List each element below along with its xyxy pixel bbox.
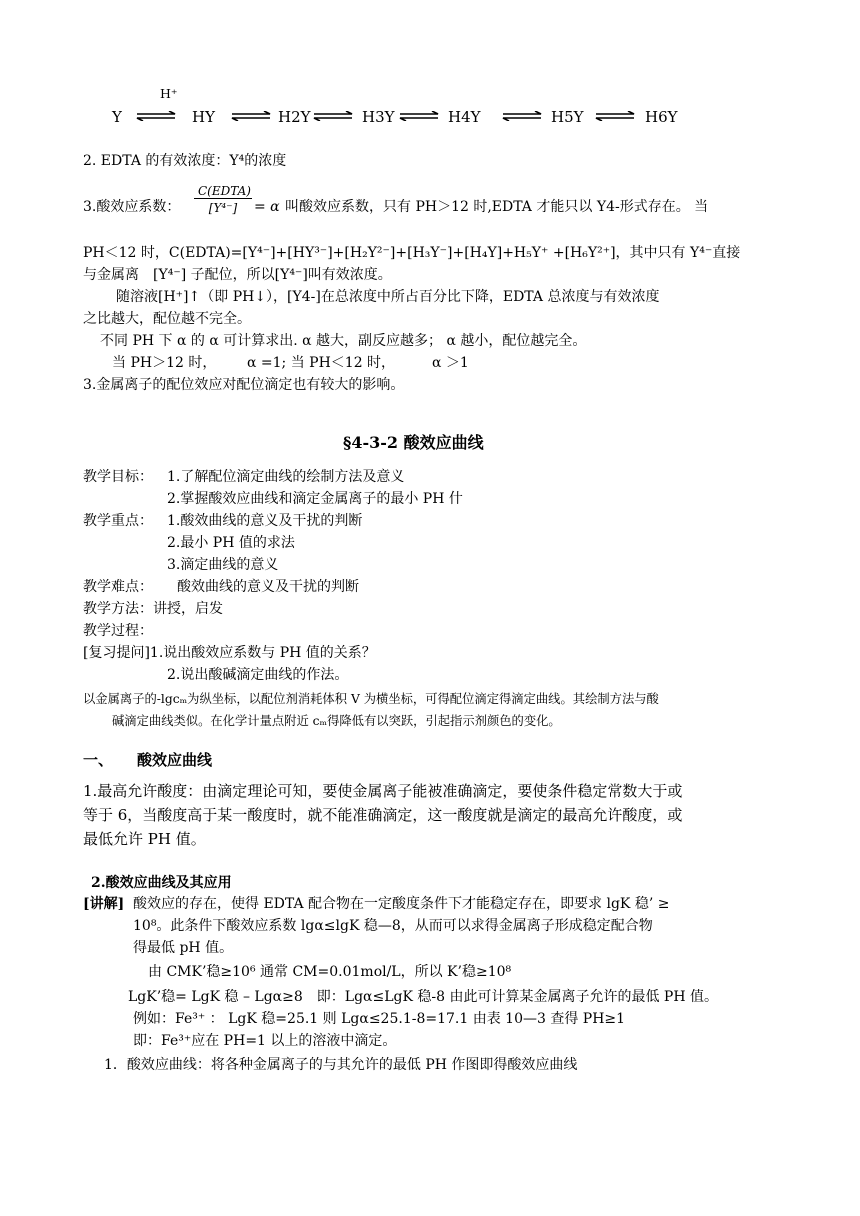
curve-application-heading: 2.酸效应曲线及其应用 [91,875,232,891]
alpha-condition-b: α =1; 当 PH＜12 时， [247,355,396,371]
acid-effect-definition: 叫酸效应系数，只有 PH＞12 时,EDTA 才能只以 Y4-形式存在。 当 [285,199,709,215]
acid-effect-curve-definition: 1．酸效应曲线：将各种金属离子的与其允许的最低 PH 作图即得酸效应曲线 [104,1057,578,1073]
max-acidity-para-2: 等于 6，当酸度高于某一酸度时，就不能准确滴定，这一酸度就是滴定的最高允许酸度，或 [83,806,683,824]
acid-effect-coefficient-prefix: 3.酸效应系数： [83,199,181,215]
total-concentration-line: PH＜12 时，C(EDTA)=[Y⁴⁻]+[HY³⁻]+[H₂Y²⁻]+[H₃Y⁻]+[H₄Y]+H₅Y⁺ +[H₆Y²⁺]，其中只有 Y⁴⁻直接 [83,245,741,261]
difficulty-label: 教学难点： [83,579,153,595]
teaching-method: 教学方法：讲授，启发 [83,601,223,617]
alpha-condition-c: α ＞1 [432,355,469,371]
species-y: Y [112,108,122,126]
fraction-denominator: [Y⁴⁻] [208,201,238,215]
hplus-effect-line-cont: 之比越大，配位越不完全。 [83,311,251,327]
lecture-label: [讲解] [83,896,125,912]
species-h3y: H3Y [362,108,395,126]
lecture-line-2: 10⁸。此条件下酸效应系数 lgα≤lgK 稳—8，从而可以求得金属离子形成稳定配合物 [133,918,653,934]
focus-item-2: 2.最小 PH 值的求法 [167,535,295,551]
alpha-calc-line: 不同 PH 下 α 的 α 可计算求出. α 越大，副反应越多； α 越小，配位越完全。 [100,333,587,349]
titration-curve-intro: 以金属离子的-lgcₘ为纵坐标，以配位剂消耗体积 V 为横坐标，可得配位滴定得滴定曲线。其绘制方法与酸 [83,692,659,706]
alpha-equals: = α [254,199,280,215]
effective-concentration-line: 2. EDTA 的有效浓度：Y⁴的浓度 [83,153,287,169]
goal-label: 教学目标： [83,469,153,485]
equilibrium-arrow-icon [398,111,440,121]
goal-item-1: 1.了解配位滴定曲线的绘制方法及意义 [167,469,405,485]
effective-concentration-note: 与金属离 [Y⁴⁻] 子配位，所以[Y⁴⁻]叫有效浓度。 [83,267,392,283]
lecture-line-4: 由 CMK’稳≥10⁶ 通常 CM=0.01mol/L，所以 K’稳≥10⁸ [148,964,512,980]
equilibrium-arrow-icon [230,111,272,121]
focus-item-1: 1.酸效曲线的意义及干扰的判断 [167,513,363,529]
section-title: §4-3-2 酸效应曲线 [343,433,484,452]
species-h4y: H4Y [448,108,481,126]
equilibrium-arrow-icon [501,111,543,121]
species-hy: HY [192,108,215,126]
equilibrium-arrow-icon [312,111,354,121]
lecture-line-1: 酸效应的存在，使得 EDTA 配合物在一定酸度条件下才能稳定存在，即要求 lgK 稳’ ≥ [133,896,670,912]
equilibrium-arrow-icon [594,111,636,121]
fraction-numerator: C(EDTA) [194,184,252,199]
part1-heading: 酸效应曲线 [137,751,213,769]
focus-label: 教学重点： [83,513,153,529]
titration-curve-intro-cont: 碱滴定曲线类似。在化学计量点附近 cₘ得降低有以突跃，引起指示剂颜色的变化。 [112,714,561,728]
goal-item-2: 2.掌握酸效应曲线和滴定金属离子的最小 PH 什 [167,491,463,507]
max-acidity-para-1: 1.最高允许酸度：由滴定理论可知，要使金属离子能被准确滴定，要使条件稳定常数大于或 [83,782,683,800]
focus-item-3: 3.滴定曲线的意义 [167,557,279,573]
species-h5y: H5Y [551,108,584,126]
lecture-example-conclusion: 即：Fe³⁺应在 PH=1 以上的溶液中滴定。 [133,1033,397,1049]
alpha-condition-a: 当 PH＞12 时， [112,355,217,371]
metal-coordination-effect: 3.金属离子的配位效应对配位滴定也有较大的影响。 [83,377,405,393]
acid-effect-fraction [194,184,252,215]
review-question-1: [复习提问]1.说出酸效应系数与 PH 值的关系？ [83,645,376,661]
equilibrium-arrow-icon [135,111,177,121]
max-acidity-para-3: 最低允许 PH 值。 [83,830,206,848]
teaching-process: 教学过程： [83,623,153,639]
lecture-example-line: 例如：Fe³⁺ ： LgK 稳=25.1 则 Lgα≤25.1-8=17.1 由表 10—3 查得 PH≥1 [133,1011,626,1027]
difficulty-item-1: 酸效曲线的意义及干扰的判断 [177,579,359,595]
h-plus-label: H⁺ [160,86,178,101]
species-h2y: H2Y [278,108,311,126]
lecture-line-5: LgK’稳= LgK 稳 – Lgα≥8 即：Lgα≤LgK 稳-8 由此可计算某金属离子允许的最低 PH 值。 [128,989,718,1005]
species-h6y: H6Y [645,108,678,126]
lecture-line-3: 得最低 pH 值。 [133,940,234,956]
review-question-2: 2.说出酸碱滴定曲线的作法。 [167,667,349,683]
part1-heading-number: 一、 [83,751,114,769]
hplus-effect-line: 随溶液[H⁺]↑（即 PH↓），[Y4-]在总浓度中所占百分比下降，EDTA 总浓度与有效浓度 [116,289,660,305]
